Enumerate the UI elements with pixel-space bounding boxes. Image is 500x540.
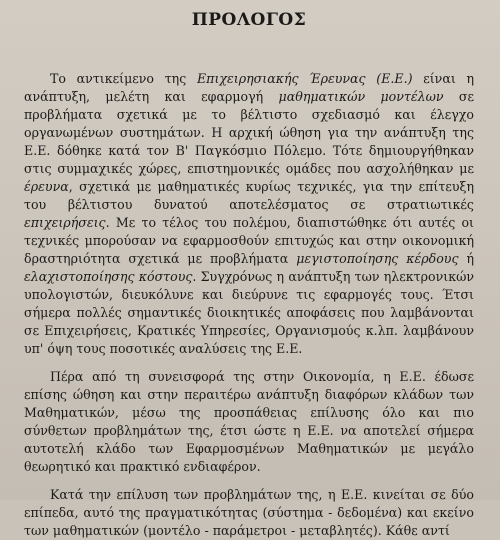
paragraph-3: [24, 486, 474, 540]
emphasis-text: ελαχιστοποίησης κόστους: [24, 269, 193, 284]
paragraph-1: [24, 70, 474, 358]
emphasis-text: έρευνα: [24, 179, 69, 194]
emphasis-text: Επιχειρησιακής Έρευνας (Ε.Ε.): [196, 71, 413, 86]
body-text: Το αντικείμενο της: [50, 71, 197, 86]
body-text: είναι η ανάπτυξη, μελέτη και εφαρμογή: [24, 71, 474, 104]
body-text: . Συγχρόνως η ανάπτυξη των ηλεκτρονικών υπολογιστών, διευκόλυνε και διεύρυνε τις εφαρμογές τους. Έτσι σήμερα πολλές σημαντικές διοικητικές αποφάσεις που λαμβάνονται σε Επιχειρήσεις, Κρατικές Υπηρεσίες, Οργανισμούς κ.λπ. λαμβάνουν υπ' όψη τους ποσοτικές αναλύσεις της Ε.Ε.: [24, 269, 474, 356]
page-title: ΠΡΟΛΟΓΟΣ: [191, 10, 307, 30]
body-text: Κατά την επίλυση των προβλημάτων της, η Ε.Ε. κινείται σε δύο επίπεδα, αυτό της πραγματικότητας (σύστημα - δεδομένα) και εκείνο των μαθηματικών (μοντέλο - παράμετροι - μεταβλητές). Κάθε αντί: [24, 487, 474, 538]
body-text: , σχετικά με μαθηματικές κυρίως τεχνικές, για την επίτευξη του βέλτιστου δυνατού αποτελέσματος σε στρατιωτικές: [24, 179, 474, 212]
emphasis-text: μαθηματικών μοντέλων: [278, 89, 444, 104]
paragraph-2: [24, 368, 474, 476]
emphasis-text: επιχειρήσεις: [24, 215, 106, 230]
body-text: Πέρα από τη συνεισφορά της στην Οικονομία, η Ε.Ε. έδωσε επίσης ώθηση και στην περαιτέρω ανάπτυξη διαφόρων κλάδων των Μαθηματικών, μέσω της προσπάθειας επίλυσης όλο και πιο σύνθετων προβλημάτων της, έτσι ώστε η Ε.Ε. να αποτελεί σήμερα αυτοτελή κλάδο των Εφαρμοσμένων Μαθηματικών με μεγάλο θεωρητικό και πρακτικό ενδιαφέρον.: [24, 369, 474, 474]
emphasis-text: μεγιστοποίησης κέρδους: [296, 251, 459, 266]
body-text: σε προβλήματα σχετικά με το βέλτιστο σχεδιασμό και έλεγχο οργανωμένων συστημάτων. Η αρχική ώθηση για την ανάπτυξη της Ε.Ε. δόθηκε κατά τον Β' Παγκόσμιο Πόλεμο. Τότε δημιουργήθηκαν στις συμμαχικές χώρες, επιστημονικές ομάδες που ασχολήθηκαν με: [24, 89, 475, 176]
body-text: ή: [458, 251, 474, 266]
body-text: . Με το τέλος του πολέμου, διαπιστώθηκε ότι αυτές οι τεχνικές μπορούσαν να εφαρμοσθούν επιτυχώς και στην οικονομική δραστηριότητα σχετικά με προβλήματα: [24, 215, 474, 266]
